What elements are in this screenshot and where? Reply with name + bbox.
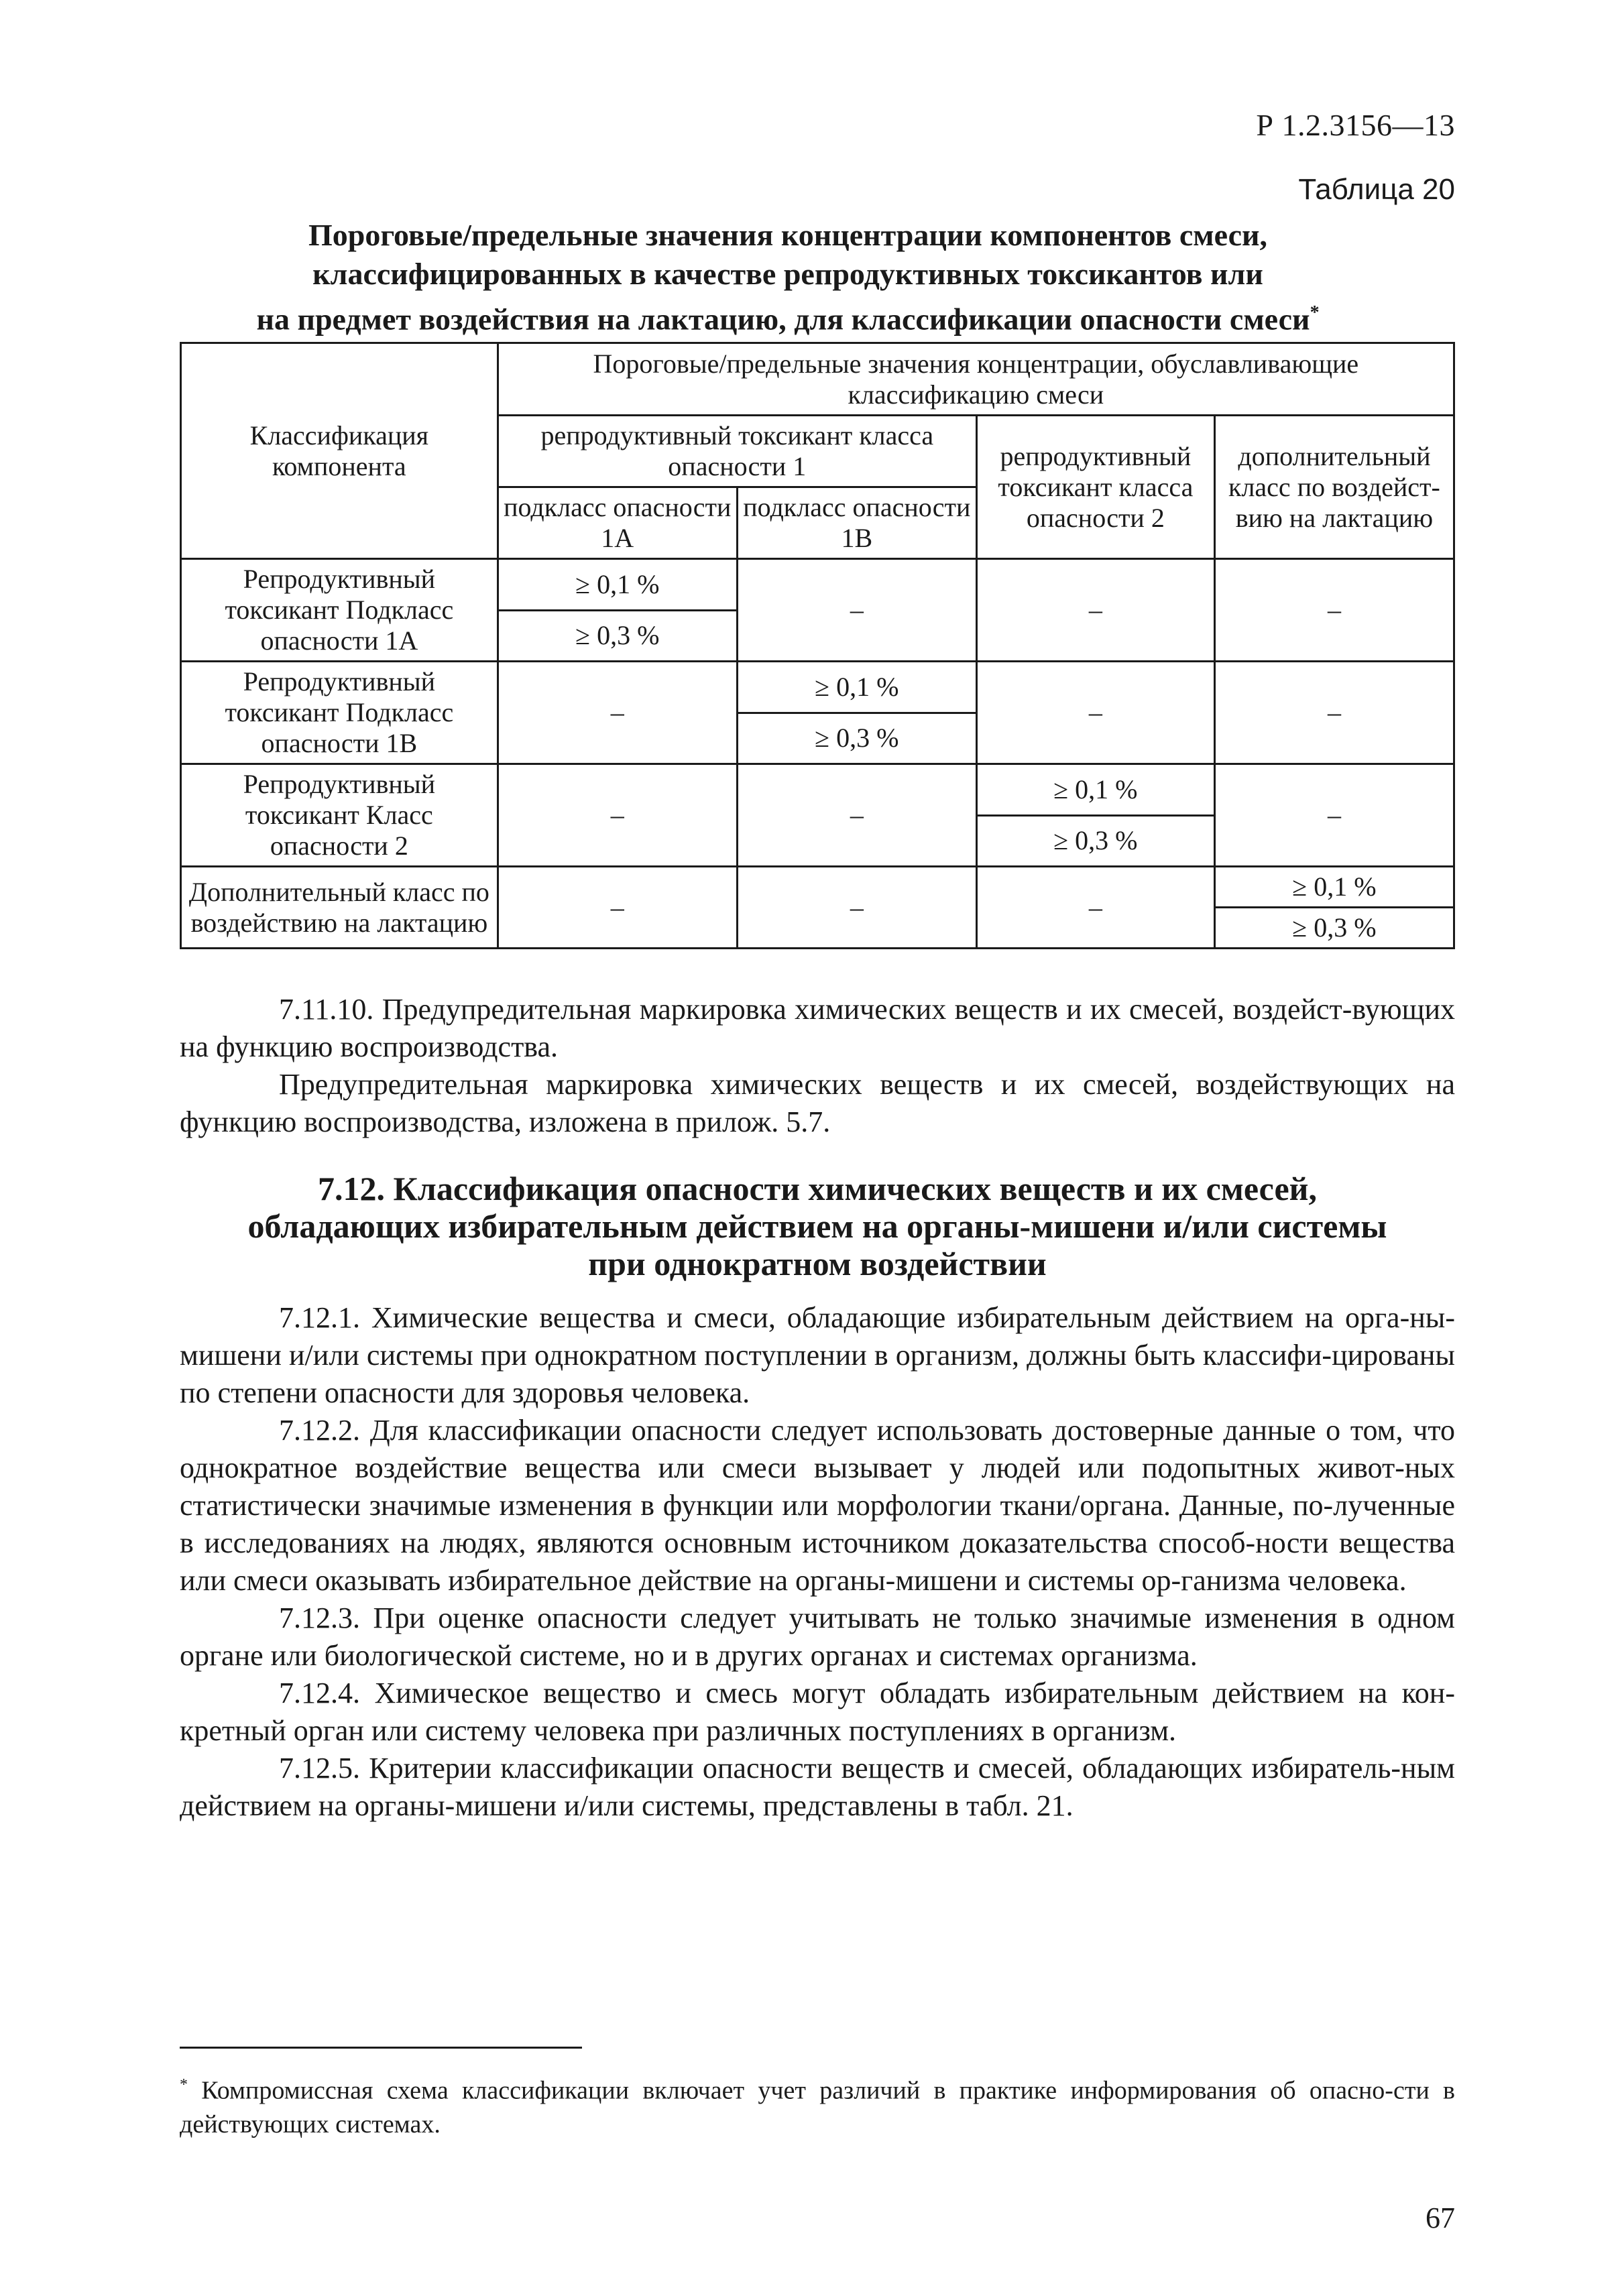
paragraphs-before-section — [180, 991, 1455, 1141]
paragraph: 7.11.10. Предупредительная маркировка химических веществ и их смесей, воздейст-вующих на функцию воспроизводства. — [180, 993, 1455, 1063]
table-title — [228, 216, 1348, 339]
footnote — [180, 2068, 1455, 2141]
section-heading-line-3: при однократном воздействии — [588, 1245, 1047, 1282]
cell-dash: – — [1214, 764, 1454, 867]
footnote-text: Компромиссная схема классификации включает учет различий в практике информирования об опасно-сти в действующих системах. — [180, 2076, 1455, 2138]
cell-dash: – — [976, 559, 1214, 662]
header-subcategory-1a: подкласс опасности 1А — [498, 487, 737, 559]
section-heading-line-1: 7.12. Классификация опасности химических веществ и их смесей, — [318, 1170, 1317, 1207]
footnote-marker: * — [1310, 302, 1320, 323]
paragraph: 7.12.3. При оценке опасности следует учитывать не только значимые изменения в одном органе или биологической системе, но и в других органах и системах организма. — [180, 1602, 1455, 1672]
paragraph: 7.12.1. Химические вещества и смеси, обладающие избирательным действием на орга-ны-мишени и/или системы при однократном поступлении в организм, должны быть классифи-цированы по степени опасности для здоровья человека. — [180, 1301, 1455, 1409]
cell-dash: – — [1214, 559, 1454, 662]
header-category-1: репродуктивный токсикант класса опасности 1 — [498, 416, 976, 487]
footnote-divider — [180, 2047, 582, 2049]
cell-value: ≥ 0,1 % — [1214, 867, 1454, 908]
paragraph: Предупредительная маркировка химических веществ и их смесей, воздействующих на функцию воспроизводства, изложена в прилож. 5.7. — [180, 1068, 1455, 1138]
header-lactation: дополнительный класс по воздейст-вию на лактацию — [1214, 416, 1454, 559]
section-paragraphs — [180, 1299, 1455, 1825]
cell-value: ≥ 0,3 % — [976, 815, 1214, 867]
header-threshold-group: Пороговые/предельные значения концентрации, обуславливающие классификацию смеси — [498, 343, 1454, 416]
page-number: 67 — [1426, 2201, 1455, 2234]
cell-dash: – — [1214, 662, 1454, 764]
cell-value: ≥ 0,1 % — [976, 764, 1214, 816]
cell-dash: – — [737, 764, 976, 867]
cell-value: ≥ 0,1 % — [498, 559, 737, 611]
cell-value: ≥ 0,1 % — [737, 662, 976, 713]
table-title-line-3: на предмет воздействия на лактацию, для классификации опасности смеси* — [256, 302, 1320, 337]
section-heading — [180, 1170, 1455, 1282]
cell-dash: – — [498, 764, 737, 867]
header-subcategory-1b: подкласс опасности 1В — [737, 487, 976, 559]
document-code: Р 1.2.3156—13 — [1256, 108, 1455, 142]
row-label-lactation: Дополнительный класс по воздействию на лактацию — [181, 867, 498, 949]
paragraph: 7.12.2. Для классификации опасности следует использовать достоверные данные о том, что однократное воздействие вещества или смеси вызывает у людей или подопытных живот-ных статистически значимые изменения в функции или морфологии ткани/органа. Данные, по-лученные в исследованиях на людях, являются основным источником доказательства способ-ности вещества или смеси оказывать избирательное действие на органы-мишени и системы ор-ганизма человека. — [180, 1414, 1455, 1597]
cell-dash: – — [976, 662, 1214, 764]
cell-value: ≥ 0,3 % — [498, 610, 737, 662]
table-title-line-2: классифицированных в качестве репродуктивных токсикантов или — [312, 257, 1263, 291]
cell-value: ≥ 0,3 % — [1214, 908, 1454, 949]
paragraph: 7.12.5. Критерии классификации опасности веществ и смесей, обладающих избиратель-ным действием на органы-мишени и/или системы, представлены в табл. 21. — [180, 1752, 1455, 1822]
row-label-1a: Репродуктивный токсикант Подкласс опасности 1А — [181, 559, 498, 662]
header-component-classification: Классификация компонента — [181, 343, 498, 559]
row-label-category-2: Репродуктивный токсикант Класс опасности 2 — [181, 764, 498, 867]
footnote-marker: * — [180, 2076, 188, 2094]
table-label: Таблица 20 — [1298, 173, 1455, 206]
row-label-1b: Репродуктивный токсикант Подкласс опасности 1В — [181, 662, 498, 764]
cell-dash: – — [737, 867, 976, 949]
cell-dash: – — [498, 662, 737, 764]
threshold-table — [180, 342, 1455, 949]
paragraph: 7.12.4. Химическое вещество и смесь могут обладать избирательным действием на кон-кретный орган или систему человека при различных поступлениях в организм. — [180, 1677, 1455, 1747]
cell-value: ≥ 0,3 % — [737, 713, 976, 764]
cell-dash: – — [498, 867, 737, 949]
cell-dash: – — [737, 559, 976, 662]
cell-dash: – — [976, 867, 1214, 949]
table-title-line-1: Пороговые/предельные значения концентрации компонентов смеси, — [308, 218, 1268, 252]
section-heading-line-2: обладающих избирательным действием на органы-мишени и/или системы — [247, 1207, 1387, 1245]
header-category-2: репродуктивный токсикант класса опасности 2 — [976, 416, 1214, 559]
